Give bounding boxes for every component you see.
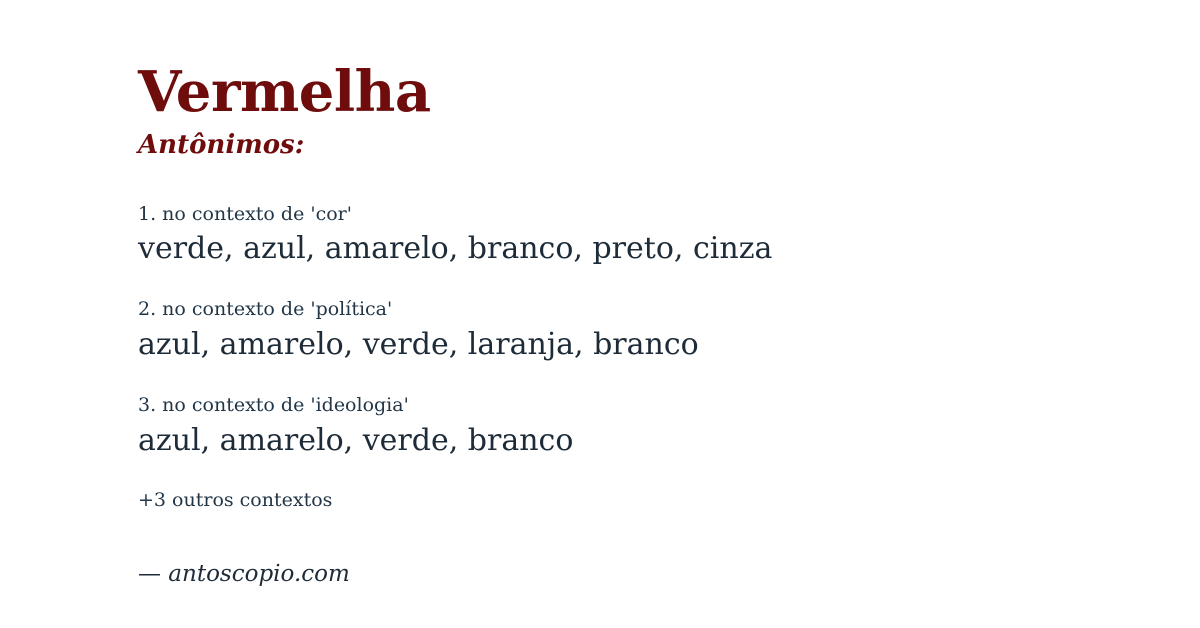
antonym-entry <box>138 393 1140 460</box>
antonym-entry <box>138 297 1140 364</box>
antonym-entries <box>138 202 1140 460</box>
antonym-entry <box>138 202 1140 269</box>
attribution-source: — antoscopio.com <box>138 560 350 587</box>
entry-context-label: 2. no contexto de 'política' <box>138 298 393 321</box>
more-contexts-note: +3 outros contextos <box>138 488 333 511</box>
antonyms-section-heading: Antônimos: <box>138 129 305 160</box>
entry-antonyms-list: azul, amarelo, verde, laranja, branco <box>138 326 699 362</box>
entry-context-label: 1. no contexto de 'cor' <box>138 202 352 225</box>
entry-context-label: 3. no contexto de 'ideologia' <box>138 393 409 416</box>
word-title: Vermelha <box>138 59 431 125</box>
entry-antonyms-list: azul, amarelo, verde, branco <box>138 422 574 458</box>
entry-antonyms-list: verde, azul, amarelo, branco, preto, cinza <box>138 231 773 267</box>
